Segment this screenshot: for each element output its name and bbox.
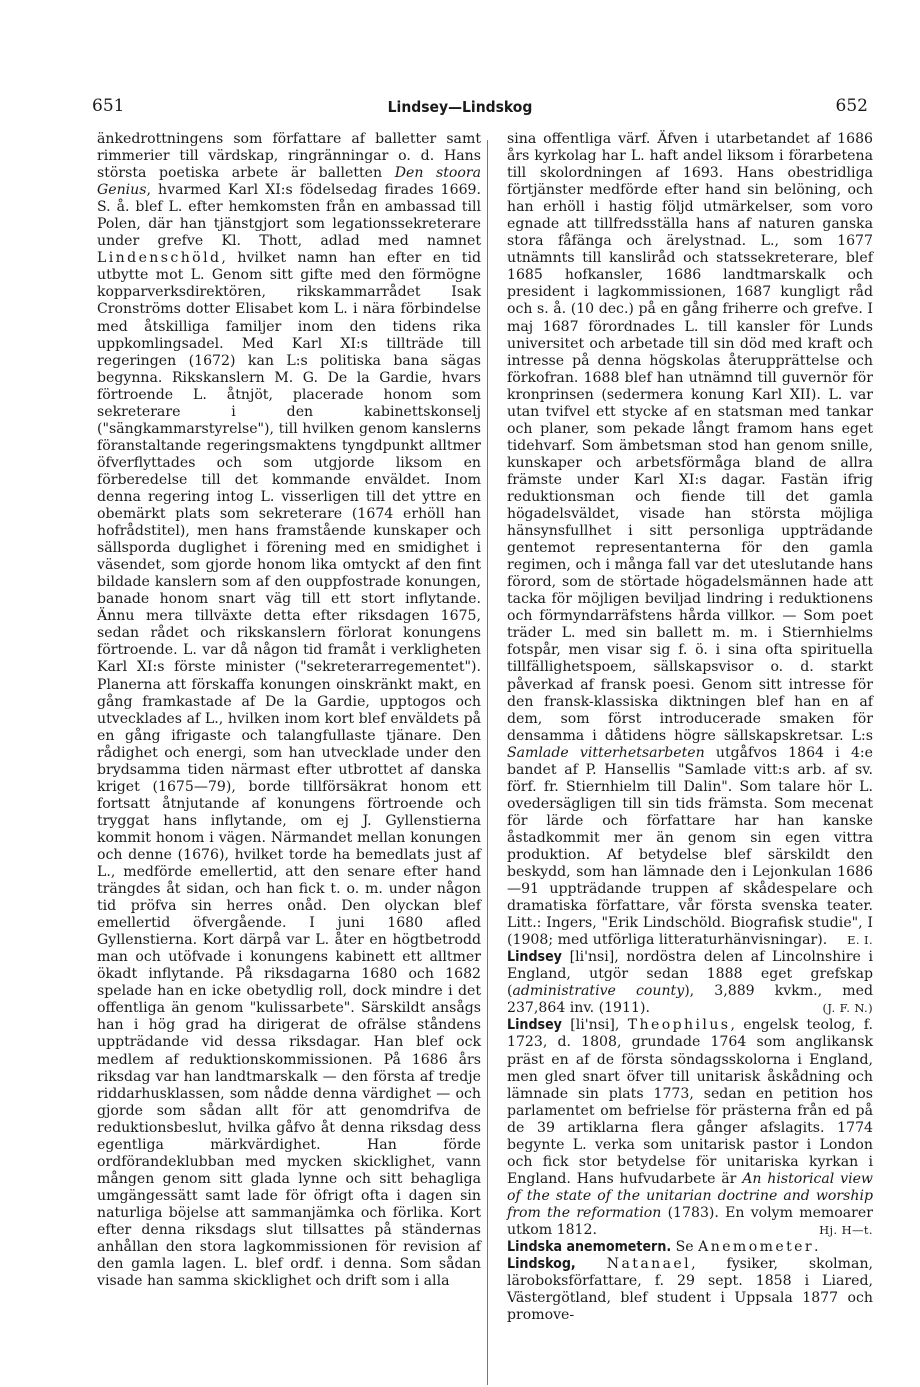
noble-name: Lindenschöld <box>97 250 222 267</box>
entry-headword: Lindsey <box>507 1017 562 1034</box>
author-signature: (J. F. N.) <box>822 1001 873 1016</box>
entry-lindsey-theophilus: Lindsey [li'nsi], Theophilus, engelsk teolog, f. 1723, d. 1808, grundade 1764 som anglikansk präst en af de första söndagsskolorna i England, men gled snart öfver till unitarisk åskådning och lämnade sin plats 1773, sedan en petition hos parlamentet om befrielse för prästerna från ed på de 39 artiklarna flera gånger afslagits. 1774 begynte L. verka som unitarisk pastor i London och fick stor betydelse för unitariska kyrkan i England. Hans hufvudarbete är An historical view of the state of the unitarian doctrine and worship from the reformation (1783). En volym memoarer utkom 1812. Hj. H—t. <box>507 1017 873 1238</box>
entry-lindskog: Lindskog, Natanael, fysiker, skolman, läroboksförfattare, f. 29 sept. 1858 i Liared, Västergötland, blef student i Uppsala 1877 och promove- <box>507 1256 874 1324</box>
entry-headword: Lindskog, <box>507 1256 576 1273</box>
page-title: Lindsey—Lindskog <box>387 98 533 116</box>
entry-lindska-anemometern: Lindska anemometern. Se Anemometer. <box>507 1239 819 1256</box>
right-column <box>507 131 873 1324</box>
page-number-right: 652 <box>835 96 868 116</box>
author-signature: Hj. H—t. <box>819 1223 873 1237</box>
left-column <box>97 131 481 1290</box>
author-signature: E. I. <box>847 933 873 948</box>
entry-lindsey-region: Lindsey [li'nsi], nordöstra delen af Lincolnshire i England, utgör sedan 1888 eget grefskap (administrative county), 3,889 kvkm., med 237,864 inv. (1911). (J. F. N.) <box>507 949 873 1017</box>
entry-headword: Lindsey <box>507 949 562 966</box>
page-number-left: 651 <box>92 96 125 116</box>
article-continuation: änkedrottningens som författare af balletter samt rimmerier till värdskap, ringränningar o. d. Hans största poetiska arbete är balletten Den stoora Genius, hvarmed Karl XI:s födelsedag firades 1669. S. å. blef L. efter hemkomsten från en ambassad till Polen, där han tjänstgjort som legationssekreterare under grefve Kl. Thott, adlad med namnet Lindenschöld, hvilket namn han efter en tid utbytte mot L. Genom sitt gifte med den förmögne kopparverksdirektören, rikskammarrådet Isak Cronströms dotter Elisabet kom L. i nära förbindelse med åtskilliga familjer inom den tidens rika uppkomlingsadel. Med Karl XI:s tillträde till regeringen (1672) kan L:s politiska bana sägas begynna. Rikskanslern M. G. De la Gardie, hvars förtroende L. åtnjöt, placerade honom som sekreterare i den kabinettskonselj ("sängkammarstyrelse"), till hvilken genom kanslerns föranstaltande regeringsmaktens tyngdpunkt alltmer öfverflyttades och som utgjorde liksom en förberedelse till det kommande enväldet. Inom denna regering intog L. visserligen till det yttre en obemärkt plats som sekreterare (1674 erhöll han hofrådstitel), men hans framstående kunskaper och sällsporda duglighet i förening med en smidighet i väsendet, som gjorde honom lika omtyckt af den fint bildade kanslern som af den ouppfostrade konungen, banade honom snart väg till ett stort inflytande. Ännu mera tillväxte detta efter riksdagen 1675, sedan rådet och rikskanslern förlorat konungens förtroende. L. var då någon tid framåt i verkligheten Karl XI:s förste minister ("sekreterarregementet"). Planerna att förskaffa konungen oinskränkt makt, en gång framkastade af De la Gardie, upptogos och utvecklades af L., hvilken inom kort blef enväldets på en gång ifrigaste och talangfullaste tjänare. Den rådighet och energi, som han utvecklade under den brydsamma tiden närmast efter utbrottet af danska kriget (1675—79), borde tillförsäkrat honom ett fortsatt åtnjutande af konungens förtroende och tryggat hans inflytande, om ej J. Gyllenstierna kommit honom i vägen. Närmandet mellan konungen och denne (1676), hvilket torde ha bemedlats just af L., medförde emellertid, att den senare efter hand trängdes åt sidan, och han fick t. o. m. under någon tid pröfva sin herres onåd. Den olyckan blef emellertid öfvergående. I juni 1680 afled Gyllenstierna. Kort därpå var L. åter en högtbetrodd man och utöfvade i konungens kabinett ett alltmer ökadt inflytande. På riksdagarna 1680 och 1682 spelade han en icke obetydlig roll, dock mindre i det offentliga än genom "kulissarbete". Särskildt ansågs han i hög grad ha dirigerat de ofrälse ståndens uppträdande vid dessa riksdagar. Han blef ock medlem af reduktionskommissionen. På 1686 års riksdag var han landtmarskalk — den första af tredje riddarhusklassen, som nådde denna värdighet — och gjorde som sådan allt för att genomdrifva de reduktionsbeslut, hvilka gåfvo åt denna riksdag dess egentliga märkvärdighet. Han förde ordförandeklubban med mycken skicklighet, vann mången genom sitt glada lynne och sitt behagliga umgängessätt samt lade för öfrigt ofta i dagen sin naturliga böjelse att sammanjämka och förlika. Kort efter denna riksdags slut tillsattes på ständernas anhållan den stora lagkommissionen för revision af den gamla lagen. L. blef ordf. i denna. Som sådan visade han samma skicklighet och drift som i alla <box>97 131 481 1290</box>
work-title: An historical view of the state of the unitarian doctrine and worship from the reformation <box>507 1170 873 1221</box>
column-divider <box>487 140 488 1385</box>
work-title: Samlade vitterhetsarbeten <box>507 744 705 761</box>
work-title: Den stoora Genius <box>97 165 481 199</box>
article-continuation: sina offentliga värf. Äfven i utarbetandet af 1686 års kyrkolag har L. haft andel liksom i förarbetena till skolordningen af 1693. Hans obestridliga förtjänster medförde efter hand sin belöning, och han erhöll i hastig följd utmärkelser, som voro egnade att tillfredsställa hans af naturen ganska stora fåfänga och ärelystnad. L., som 1677 utnämnts till kansliråd och statssekreterare, blef 1685 hofkansler, 1686 landtmarskalk och president i lagkommissionen, 1687 kungligt råd och s. å. (10 dec.) på en gång friherre och grefve. I maj 1687 förordnades L. till kansler för Lunds universitet och arbetade till sin död med kraft och intresse på denna högskolas återupprättelse och förkofran. 1688 blef han utnämnd till guvernör för kronprinsen (sedermera konung Karl XII). L. var utan tvifvel ett stycke af en statsman med tankar och planer, som pekade långt framom hans eget tidehvarf. Som ämbetsman stod han genom snille, kunskaper och arbetsförmåga bland de allra främste under Karl XI:s dagar. Fastän ifrig reduktionsman och fiende till det gamla högadelsväldet, visade han största möjliga hänsynsfullhet i sitt personliga uppträdande gentemot representanterna för den gamla regimen, och i många fall var det uteslutande hans förord, som de störtade högadelsmännen hade att tacka för möjligen beviljad lindring i reduktionens och förmyndarräfstens hårda villkor. — Som poet träder L. med sin ballett m. m. i Stiernhielms fotspår, men visar sig f. ö. i sina ofta spirituella tillfällighetspoem, sällskapsvisor o. d. starkt påverkad af fransk poesi. Genom sitt intresse för den fransk-klassiska diktningen blef han en af dem, som först introducerade smaken för densamma i dåtidens högre sällskapskretsar. L:s Samlade vitterhetsarbeten utgåfvos 1864 i 4:e bandet af P. Hansellis "Samlade vitt:s arb. af sv. förf. fr. Stiernhielm till Dalin". Som talare hör L. ovedersägligen till sin tids främsta. Som mecenat för lärde och författare har han kanske åstadkommit mer än genom sin egen vittra produktion. Af betydelse blef särskildt den beskydd, som han lämnade den i Lejonkulan 1686—91 uppträdande truppen af skådespelare och dramatiska författare, vår första svenska teater. Litt.: Ingers, "Erik Lindschöld. Biografisk studie", I (1908; med utförliga litteraturhänvisningar). E. I. <box>507 131 873 949</box>
entry-headword: Lindska anemometern. <box>507 1239 672 1256</box>
cross-reference: Anemometer <box>698 1239 815 1256</box>
